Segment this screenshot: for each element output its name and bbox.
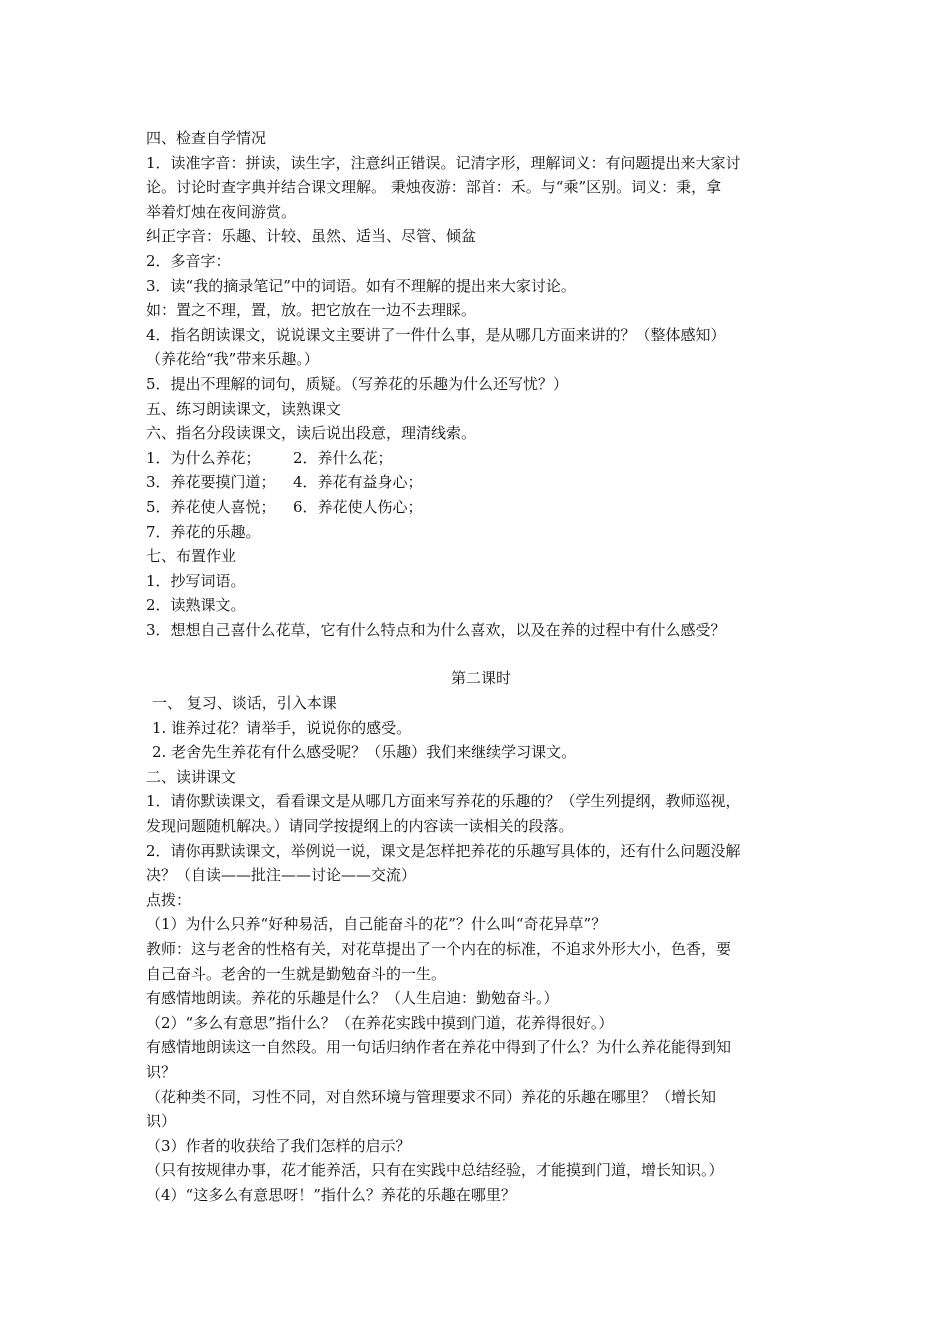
heading-read-explain: 二、读讲课文 bbox=[146, 767, 237, 786]
heading-review: 一、 复习、谈话，引入本课 bbox=[152, 694, 337, 713]
text-line: （4）“这多么有意思呀！”指什么？养花的乐趣在哪里？ bbox=[146, 1185, 516, 1204]
text-line: 举着灯烛在夜间游赏。 bbox=[146, 202, 297, 221]
review-item: 1. 谁养过花？请举手，说说你的感受。 bbox=[152, 718, 412, 737]
outline-item: 1．为什么养花； bbox=[146, 448, 261, 467]
outline-item: 6．养花使人伤心； bbox=[293, 497, 423, 516]
heading-section-reading: 六、指名分段读课文，读后说出段意，理清线索。 bbox=[146, 424, 477, 443]
review-item: 2. 老舍先生养花有什么感受呢？（乐趣）我们来继续学习课文。 bbox=[152, 743, 577, 762]
text-line: （2）“多么有意思”指什么？（在养花实践中摸到门道，花养得很好。） bbox=[146, 1013, 614, 1032]
outline-row bbox=[146, 495, 816, 520]
text-line: （花种类不同，习性不同，对自然环境与管理要求不同）养花的乐趣在哪里？（增长知 bbox=[146, 1087, 717, 1106]
text-line: 发现问题随机解决。）请同学按提纲上的内容读一读相关的段落。 bbox=[146, 817, 574, 836]
text-line: 决？（自读——批注——讨论——交流） bbox=[146, 866, 417, 885]
heading-check-self-study: 四、检查自学情况 bbox=[146, 129, 267, 147]
outline-row bbox=[146, 446, 816, 471]
text-line: （只有按规律办事，花才能养活，只有在实践中总结经验，才能摸到门道，增长知识。） bbox=[146, 1161, 724, 1180]
outline-item: 2．养什么花； bbox=[293, 448, 393, 467]
outline-item: 7．养花的乐趣。 bbox=[146, 522, 261, 541]
section-title-lesson-two: 第二课时 bbox=[450, 669, 511, 688]
text-line: （1）为什么只养“好种易活，自己能奋斗的花”？什么叫“奇花异草”？ bbox=[146, 915, 607, 934]
outline-item: 4．养花有益身心； bbox=[293, 473, 423, 492]
text-line: 2．多音字： bbox=[146, 251, 231, 270]
text-line: 2．请你再默读课文，举例说一说，课文是怎样把养花的乐趣写具体的，还有什么问题没解 bbox=[146, 841, 741, 860]
outline-item: 3．养花要摸门道； bbox=[146, 473, 276, 492]
heading-practice-reading: 五、练习朗读课文，读熟课文 bbox=[146, 399, 342, 418]
text-line: 自己奋斗。老舍的一生就是勤勉奋斗的一生。 bbox=[146, 964, 447, 983]
text-line: 教师：这与老舍的性格有关，对花草提出了一个内在的标准，不追求外形大小，色香，要 bbox=[146, 940, 732, 958]
text-line: 如：置之不理，置，放。把它放在一边不去理睬。 bbox=[146, 301, 477, 320]
outline-item: 5．养花使人喜悦； bbox=[146, 497, 276, 516]
outline-row bbox=[146, 470, 816, 495]
homework-item: 1．抄写词语。 bbox=[146, 571, 246, 590]
text-line: 识） bbox=[146, 1112, 177, 1131]
homework-item: 3．想想自己喜什么花草，它有什么特点和为什么喜欢，以及在养的过程中有什么感受？ bbox=[146, 620, 726, 639]
text-line: 1．请你默读课文，看看课文是从哪几方面来写养花的乐趣的？（学生列提纲，教师巡视， bbox=[146, 792, 741, 811]
spacer bbox=[146, 642, 816, 666]
text-line: 1．读准字音：拼读，读生字，注意纠正错误。记清字形，理解词义：有问题提出来大家讨 bbox=[146, 153, 741, 172]
homework-item: 2．读熟课文。 bbox=[146, 596, 246, 615]
section-homework bbox=[146, 520, 816, 643]
text-line: 4．指名朗读课文，说说课文主要讲了一件什么事，是从哪几方面来讲的？（整体感知） bbox=[146, 325, 726, 344]
section-read-explain bbox=[146, 765, 816, 1208]
heading-homework: 七、布置作业 bbox=[146, 547, 237, 566]
document-body bbox=[146, 126, 816, 1208]
section-review bbox=[146, 691, 816, 765]
text-line: 识？ bbox=[146, 1062, 177, 1081]
text-line: 纠正字音：乐趣、计较、虽然、适当、尽管、倾盆 bbox=[146, 227, 477, 246]
section-lesson-one-part bbox=[146, 126, 816, 446]
text-line: 论。讨论时查字典并结合课文理解。 秉烛夜游：部首：禾。与“乘”区别。词义：秉，拿 bbox=[146, 178, 722, 197]
text-line: 有感情地朗读。养花的乐趣是什么？（人生启迪：勤勉奋斗。） bbox=[146, 989, 559, 1008]
text-line: （3）作者的收获给了我们怎样的启示？ bbox=[146, 1136, 411, 1155]
text-line: （养花给“我”带来乐趣。） bbox=[146, 350, 319, 369]
text-line: 点拨： bbox=[146, 890, 192, 909]
text-line: 5．提出不理解的词句，质疑。（写养花的乐趣为什么还写忧？） bbox=[146, 374, 569, 393]
paragraph-outline-list bbox=[146, 446, 816, 520]
text-line: 3．读“我的摘录笔记”中的词语。如有不理解的提出来大家讨论。 bbox=[146, 276, 576, 295]
text-line: 有感情地朗读这一自然段。用一句话归纳作者在养花中得到了什么？为什么养花能得到知 bbox=[146, 1038, 732, 1057]
